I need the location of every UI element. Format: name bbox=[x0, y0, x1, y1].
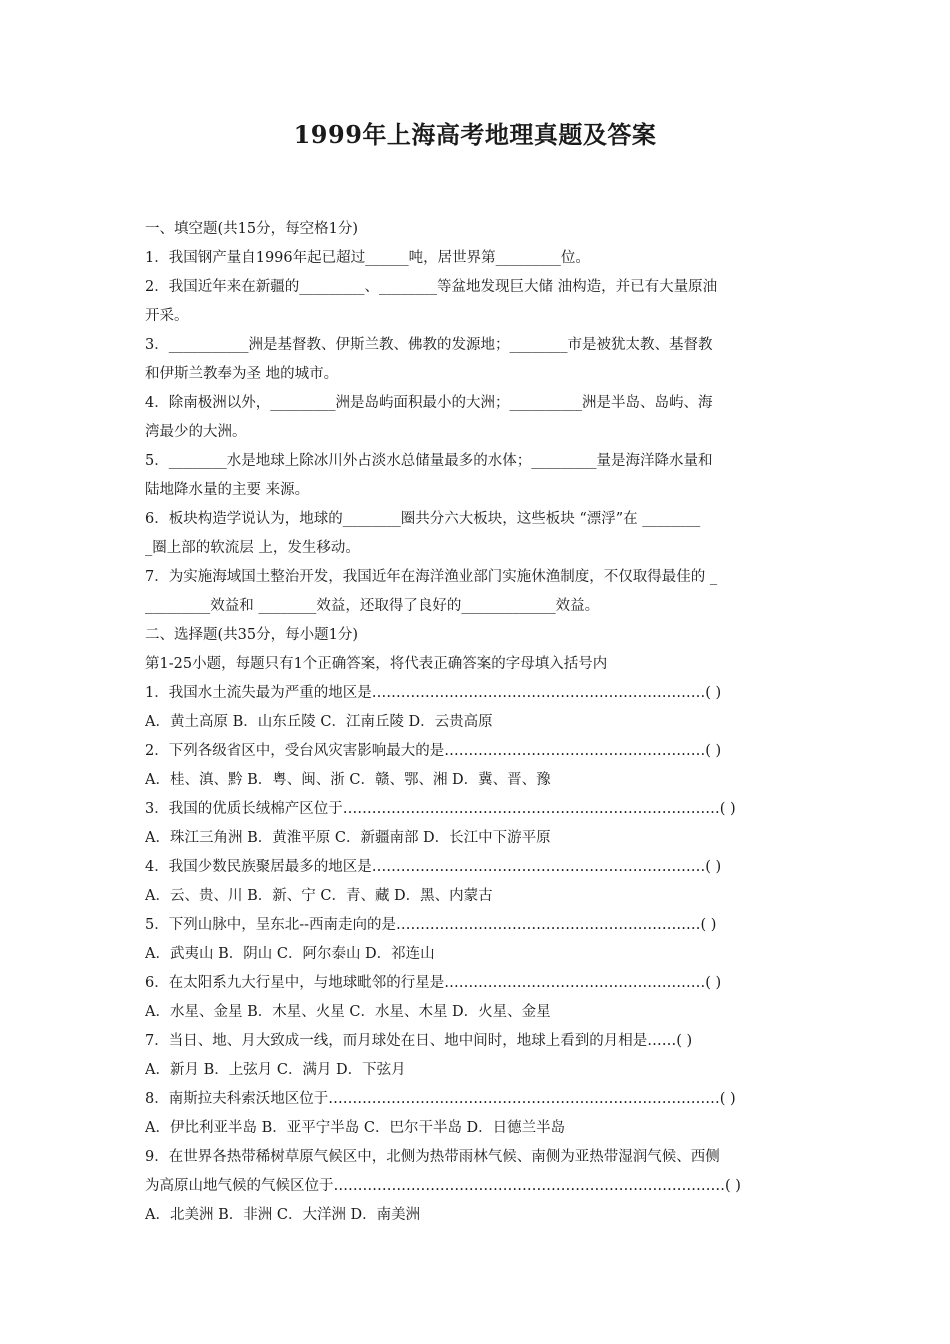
question-line: 5．下列山脉中，呈东北--西南走向的是………………………………………………………( ) bbox=[145, 917, 717, 933]
options-line: A．北美洲 B．非洲 C．大洋洲 D．南美洲 bbox=[145, 1207, 421, 1223]
document-body bbox=[145, 215, 810, 1230]
options-line: A．新月 B．上弦月 C．满月 D．下弦月 bbox=[145, 1062, 406, 1078]
options-line: A．伊比利亚半岛 B．亚平宁半岛 C．巴尔干半岛 D．日德兰半岛 bbox=[145, 1120, 566, 1136]
question-line: _圈上部的软流层 上，发生移动。 bbox=[145, 540, 360, 556]
question-line: 4．我国少数民族聚居最多的地区是……………………………………………………………( ) bbox=[145, 859, 722, 875]
question-line: 陆地降水量的主要 来源。 bbox=[145, 482, 310, 498]
question-line: 5．________水是地球上除冰川外占淡水总储量最多的水体；_________量是海洋降水量和 bbox=[145, 453, 713, 469]
section-heading-fill-in: 一、填空题(共15分，每空格1分) bbox=[145, 221, 358, 237]
question-line: 4．除南极洲以外，_________洲是岛屿面积最小的大洲；__________洲是半岛、岛屿、海 bbox=[145, 395, 713, 411]
question-line: 和伊斯兰教奉为圣 地的城市。 bbox=[145, 366, 339, 382]
instructions: 第1-25小题，每题只有1个正确答案，将代表正确答案的字母填入括号内 bbox=[145, 656, 608, 672]
options-line: A．桂、滇、黔 B．粤、闽、浙 C．赣、鄂、湘 D．冀、晋、豫 bbox=[145, 772, 551, 788]
question-line: 9．在世界各热带稀树草原气候区中，北侧为热带雨林气候、南侧为亚热带湿润气候、西侧 bbox=[145, 1149, 720, 1165]
question-line: 1．我国水土流失最为严重的地区是……………………………………………………………( ) bbox=[145, 685, 722, 701]
question-line: 3．___________洲是基督教、伊斯兰教、佛教的发源地；________市是被犹太教、基督教 bbox=[145, 337, 713, 353]
options-line: A．武夷山 B．阴山 C．阿尔泰山 D．祁连山 bbox=[145, 946, 435, 962]
question-line: 7．当日、地、月大致成一线，而月球处在日、地中间时，地球上看到的月相是……( ) bbox=[145, 1033, 693, 1049]
question-line: 7．为实施海域国土整治开发，我国近年在海洋渔业部门实施休渔制度，不仅取得最佳的 _ bbox=[145, 569, 718, 585]
question-line: 为高原山地气候的气候区位于………………………………………………………………………( ) bbox=[145, 1178, 741, 1194]
question-line: 6．在太阳系九大行星中，与地球毗邻的行星是………………………………………………( ) bbox=[145, 975, 722, 991]
question-line: 1．我国钢产量自1996年起已超过______吨，居世界第_________位。 bbox=[145, 250, 590, 266]
question-line: 8．南斯拉夫科索沃地区位于………………………………………………………………………( ) bbox=[145, 1091, 736, 1107]
question-line: 开采。 bbox=[145, 308, 189, 324]
question-line: 2．下列各级省区中，受台风灾害影响最大的是………………………………………………( ) bbox=[145, 743, 722, 759]
options-line: A．云、贵、川 B．新、宁 C．青、藏 D．黑、内蒙古 bbox=[145, 888, 493, 904]
question-line: 3．我国的优质长绒棉产区位于……………………………………………………………………( ) bbox=[145, 801, 736, 817]
section-heading-multiple-choice: 二、选择题(共35分，每小题1分) bbox=[145, 627, 358, 643]
page-title: 1999年上海高考地理真题及答案 bbox=[293, 120, 657, 149]
options-line: A．水星、金星 B．木星、火星 C．水星、木星 D．火星、金星 bbox=[145, 1004, 551, 1020]
question-line: 湾最少的大洲。 bbox=[145, 424, 247, 440]
question-line: 2．我国近年来在新疆的_________、________等盆地发现巨大储 油构造，并已有大量原油 bbox=[145, 279, 718, 295]
question-line: _________效益和 ________效益，还取得了良好的_____________效益。 bbox=[145, 598, 600, 614]
options-line: A．黄土高原 B．山东丘陵 C．江南丘陵 D．云贵高原 bbox=[145, 714, 493, 730]
options-line: A．珠江三角洲 B．黄淮平原 C．新疆南部 D．长江中下游平原 bbox=[145, 830, 551, 846]
question-line: 6．板块构造学说认为，地球的________圈共分六大板块，这些板块 “漂浮”在 ________ bbox=[145, 511, 701, 527]
